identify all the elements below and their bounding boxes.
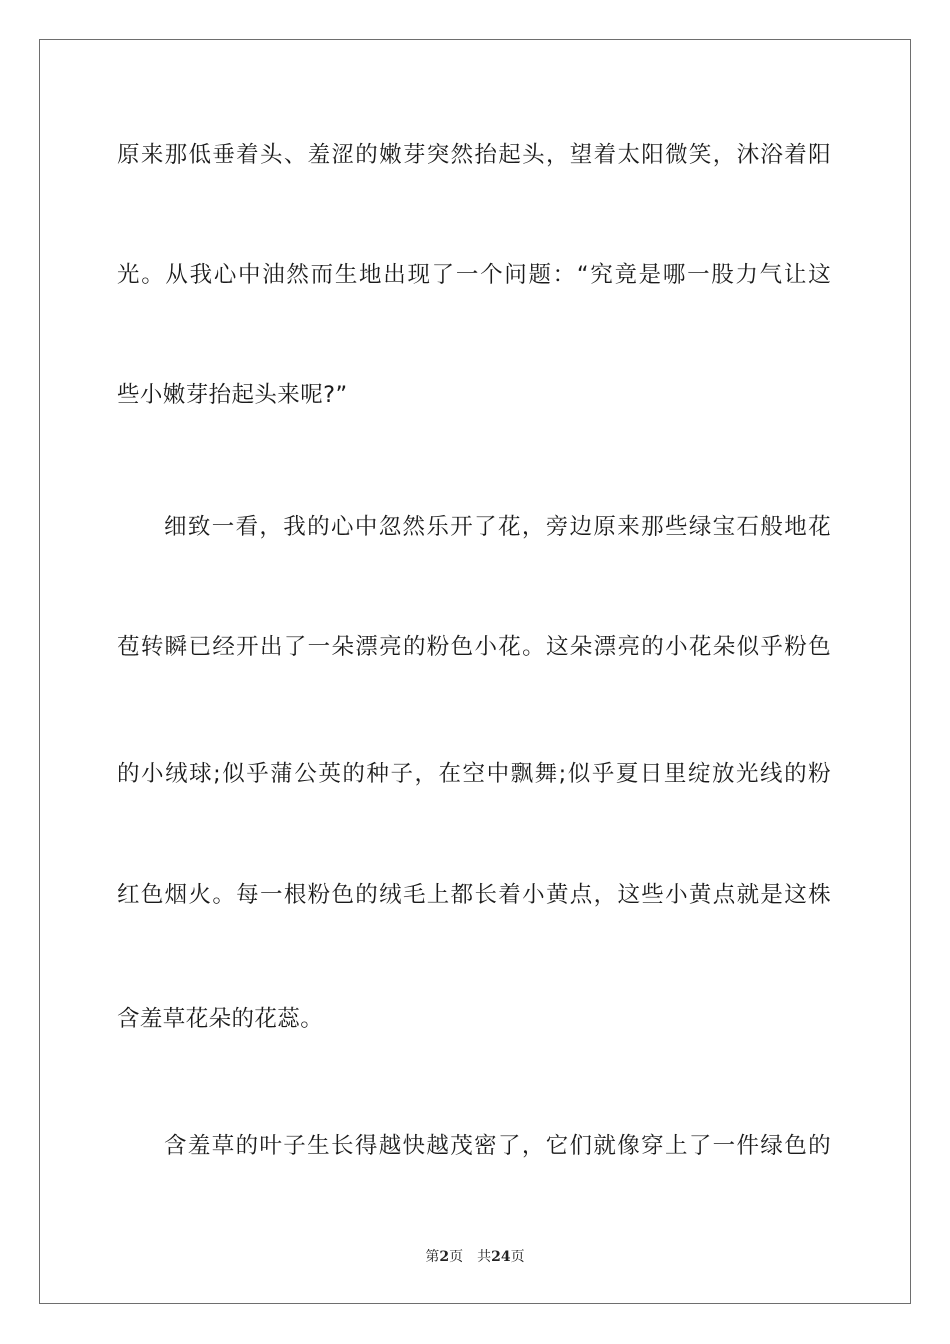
paragraph-1-line-2: 光。从我心中油然而生地出现了一个问题：“究竟是哪一股力气让这 (117, 262, 831, 288)
paragraph-1-line-3: 些小嫩芽抬起头来呢?” (117, 382, 348, 408)
page-suffix: 页 (449, 1249, 464, 1265)
paragraph-1-line-1: 原来那低垂着头、羞涩的嫩芽突然抬起头，望着太阳微笑，沐浴着阳 (117, 142, 831, 168)
total-prefix: 共 (477, 1249, 492, 1265)
page-border (39, 39, 911, 1304)
page-prefix: 第 (425, 1249, 440, 1265)
paragraph-2-line-4: 红色烟火。每一根粉色的绒毛上都长着小黄点，这些小黄点就是这株 (117, 882, 831, 908)
paragraph-2-line-1: 细致一看，我的心中忽然乐开了花，旁边原来那些绿宝石般地花 (164, 514, 831, 540)
total-page-count: 24 (491, 1249, 511, 1265)
paragraph-2-line-2: 苞转瞬已经开出了一朵漂亮的粉色小花。这朵漂亮的小花朵似乎粉色 (117, 634, 831, 660)
page-number-footer (0, 1247, 950, 1267)
paragraph-2-line-5: 含羞草花朵的花蕊。 (117, 1006, 324, 1032)
total-suffix: 页 (510, 1249, 525, 1265)
paragraph-3-line-1: 含羞草的叶子生长得越快越茂密了，它们就像穿上了一件绿色的 (164, 1133, 831, 1159)
current-page-number: 2 (439, 1249, 450, 1265)
paragraph-2-line-3: 的小绒球;似乎蒲公英的种子，在空中飘舞;似乎夏日里绽放光线的粉 (117, 761, 831, 787)
